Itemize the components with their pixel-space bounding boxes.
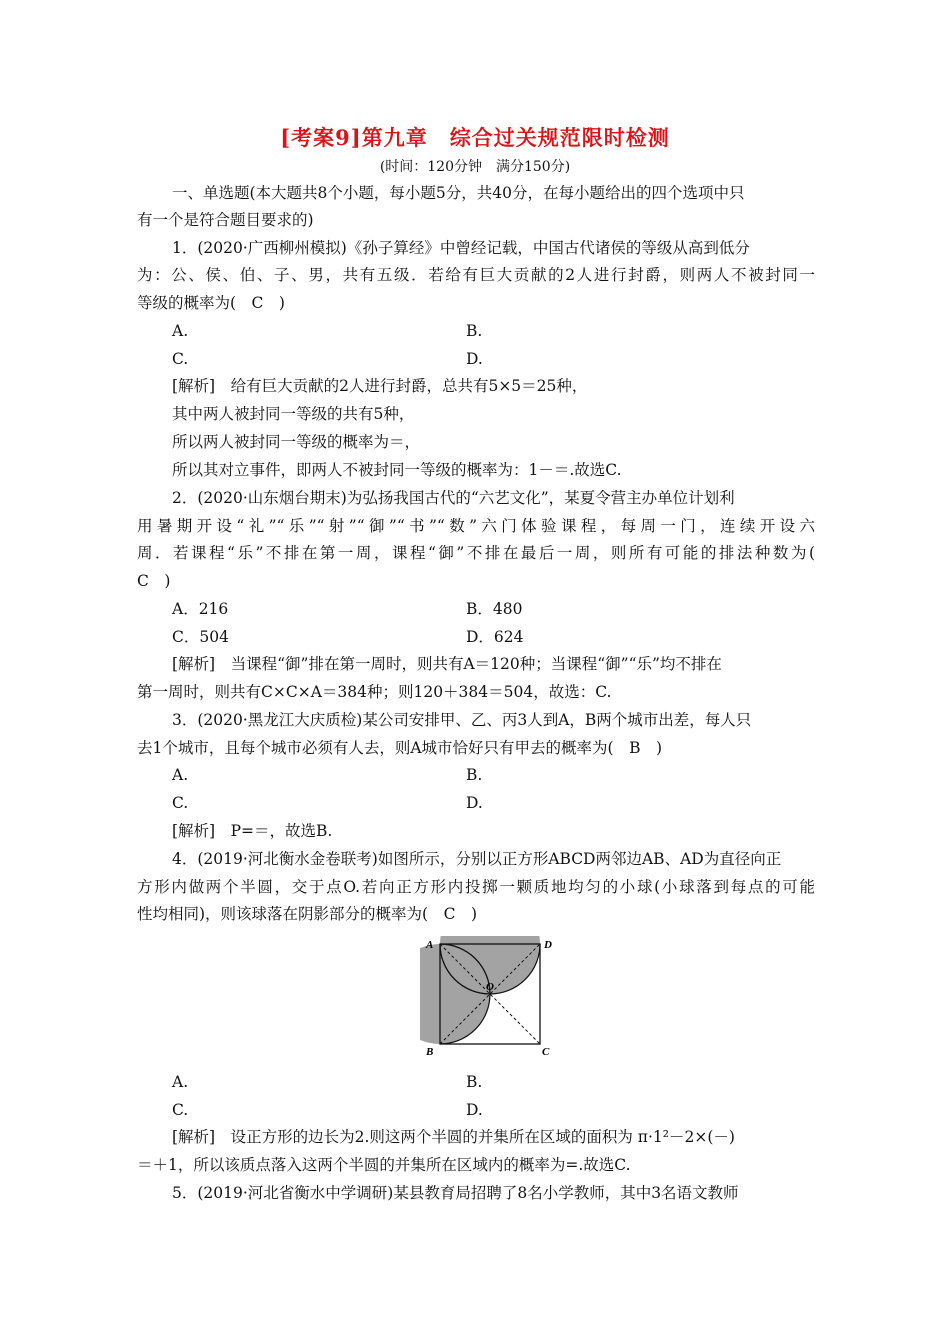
q1-stem-line3: 等级的概率为( C ) (137, 294, 285, 312)
q4-stem-line1: 4．(2019·河北衡水金卷联考)如图所示，分别以正方形ABCD两邻边AB、AD为直径向正 (172, 850, 782, 868)
q2-option-c: C．504 (172, 628, 229, 646)
q3-option-a: A. (172, 766, 189, 784)
q3-option-b: B. (466, 766, 483, 784)
label-d: D (544, 939, 552, 951)
q5-stem-line1: 5．(2019·河北省衡水中学调研)某县教育局招聘了8名小学教师，其中3名语文教师 (172, 1184, 739, 1202)
q2-option-a: A．216 (172, 600, 229, 618)
q4-stem-line2: 方形内做两个半圆，交于点O.若向正方形内投掷一颗质地均匀的小球(小球落到每点的可能 (137, 878, 815, 896)
q3-option-d: D. (466, 794, 483, 812)
q2-stem-line1: 2．(2020·山东烟台期末)为弘扬我国古代的“六艺文化”，某夏令营主办单位计划利 (172, 489, 735, 507)
q4-option-b: B. (466, 1073, 483, 1091)
label-b: B (426, 1046, 434, 1058)
q2-solution-line1: [解析] 当课程“御”排在第一周时，则共有A＝120种；当课程“御”“乐”均不排在 (172, 655, 722, 673)
q2-stem-line4: C ) (137, 572, 171, 590)
label-o: O (486, 981, 494, 993)
q3-option-c: C. (172, 794, 189, 812)
q3-stem-line2: 去1个城市，且每个城市必须有人去，则A城市恰好只有甲去的概率为( B ) (137, 739, 663, 757)
q2-solution-line2: 第一周时，则共有C×C×A＝384种；则120＋384＝504，故选：C. (137, 683, 612, 701)
q2-stem-line2: 用暑期开设“礼”“乐”“射”“御”“书”“数”六门体验课程，每周一门，连续开设六 (137, 517, 815, 535)
q1-stem-line1: 1．(2020·广西柳州模拟)《孙子算经》中曾经记载，中国古代诸侯的等级从高到低分 (172, 239, 750, 257)
q1-option-b: B. (466, 322, 483, 340)
q1-option-a: A. (172, 322, 189, 340)
q1-stem-line2: 为：公、侯、伯、子、男，共有五级．若给有巨大贡献的2人进行封爵，则两人不被封同一 (137, 266, 815, 284)
q1-solution-line1: [解析] 给有巨大贡献的2人进行封爵，总共有5×5＝25种， (172, 377, 588, 395)
section-heading: 一、单选题(本大题共8个小题，每小题5分，共40分，在每小题给出的四个选项中只 (172, 184, 745, 202)
q4-solution-line1: [解析] 设正方形的边长为2.则这两个半圆的并集所在区域的面积为 π·1²－2×(－) (172, 1128, 735, 1146)
q1-solution-line2: 其中两人被封同一等级的共有5种， (172, 405, 415, 423)
q2-option-b: B．480 (466, 600, 523, 618)
q3-solution-line1: [解析] P=＝，故选B. (172, 822, 333, 840)
label-a: A (426, 939, 434, 951)
q2-stem-line3: 周．若课程“乐”不排在第一周，课程“御”不排在最后一周，则所有可能的排法种数为( (137, 544, 815, 562)
q1-solution-line4: 所以其对立事件，即两人不被封同一等级的概率为：1－＝.故选C. (172, 461, 622, 479)
q1-option-c: C. (172, 350, 189, 368)
shaded-semicircle-union (420, 936, 540, 1044)
q4-stem-line3: 性均相同)，则该球落在阴影部分的概率为( C ) (137, 905, 478, 923)
q4-option-d: D. (466, 1101, 483, 1119)
section-heading-cont: 有一个是符合题目要求的) (137, 211, 314, 229)
q2-option-d: D．624 (466, 628, 524, 646)
q4-option-a: A. (172, 1073, 189, 1091)
exam-info: (时间：120分钟 满分150分) (379, 159, 571, 175)
label-c: C (542, 1046, 550, 1058)
q1-option-d: D. (466, 350, 483, 368)
q4-option-c: C. (172, 1101, 189, 1119)
page-title: [考案9]第九章 综合过关规范限时检测 (280, 125, 670, 150)
q4-solution-line2: ＝＋1，所以该质点落入这两个半圆的并集所在区域内的概率为=.故选C. (137, 1156, 631, 1174)
square-semicircle-figure (420, 936, 560, 1062)
q1-solution-line3: 所以两人被封同一等级的概率为＝， (172, 433, 421, 451)
q3-stem-line1: 3．(2020·黑龙江大庆质检)某公司安排甲、乙、丙3人到A，B两个城市出差，每人只 (172, 711, 752, 729)
